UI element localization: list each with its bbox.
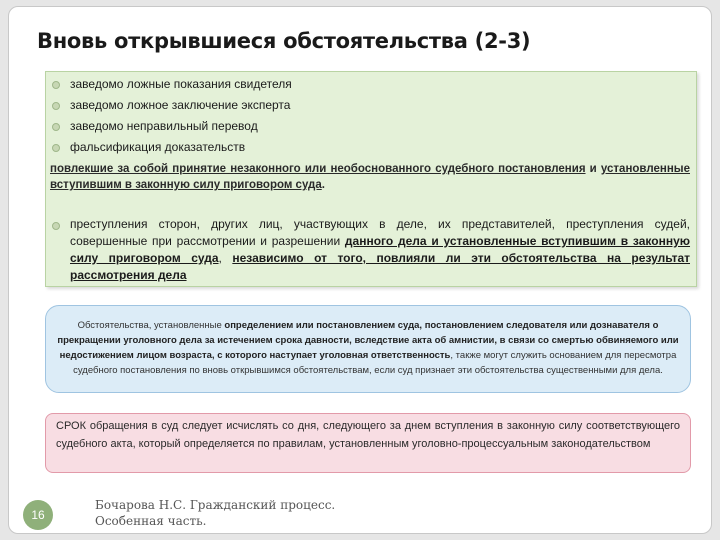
list-item: фальсификация доказательств xyxy=(50,137,292,158)
grounds-list xyxy=(50,74,292,158)
note-text: . xyxy=(321,179,325,191)
box-text-bold: определением или постановлением суда, постановлением следователя или дознавателя о прекращении уголовного дела за истечением срока давности, вследствие акта об амнистии, в связи со смертью обвиняемого или недостижением лицом возраста, с которого наступает уголовная ответственность xyxy=(57,320,679,361)
list-item: заведомо ложное заключение эксперта xyxy=(50,95,292,116)
bullet-icon xyxy=(52,123,60,131)
slide xyxy=(8,6,712,534)
bullet-icon xyxy=(52,144,60,152)
crimes-item xyxy=(50,216,690,284)
bullet-icon xyxy=(52,102,60,110)
footer-line: Особенная часть. xyxy=(95,514,207,528)
grounds-consequence-note xyxy=(50,161,690,193)
crimes-item-text: преступления сторон, других лиц, участвующих в деле, их представителей, преступления судей, совершенные при рассмотрении и разрешении данного дела и установленные вступившим в законную силу приговором суда, независимо от того, повлияли ли эти обстоятельства на результат рассмотрения дела xyxy=(70,217,691,282)
list-item: заведомо неправильный перевод xyxy=(50,116,292,137)
bullet-icon xyxy=(52,222,60,230)
box-text: , также могут служить основанием для пересмотра судебного постановления по вновь открывшимся обстоятельствам, если суд признает эти обстоятельства существенными для дела. xyxy=(73,350,677,376)
slide-title: Вновь открывшиеся обстоятельства (2-3) xyxy=(37,29,531,53)
footer-citation xyxy=(95,497,335,529)
other-circumstances-box xyxy=(45,305,691,393)
note-text-underlined: установленные вступившим в законную силу приговором суда xyxy=(50,163,690,191)
page-number-badge: 16 xyxy=(23,500,53,530)
box-text: Обстоятельства, установленные xyxy=(77,320,225,331)
note-text: и xyxy=(585,163,601,175)
list-item: заведомо ложные показания свидетеля xyxy=(50,74,292,95)
note-text-underlined: повлекшие за собой принятие незаконного или необоснованного судебного постановления xyxy=(50,163,586,175)
bullet-icon xyxy=(52,81,60,89)
footer-line: Бочарова Н.С. Гражданский процесс. xyxy=(95,498,336,512)
grounds-box xyxy=(45,71,697,287)
deadline-box: СРОК обращения в суд следует исчислять со дня, следующего за днем вступления в законную силу соответствующего судебного акта, который определяется по правилам, установленным уголовно-процессуальным законодательством xyxy=(45,413,691,473)
